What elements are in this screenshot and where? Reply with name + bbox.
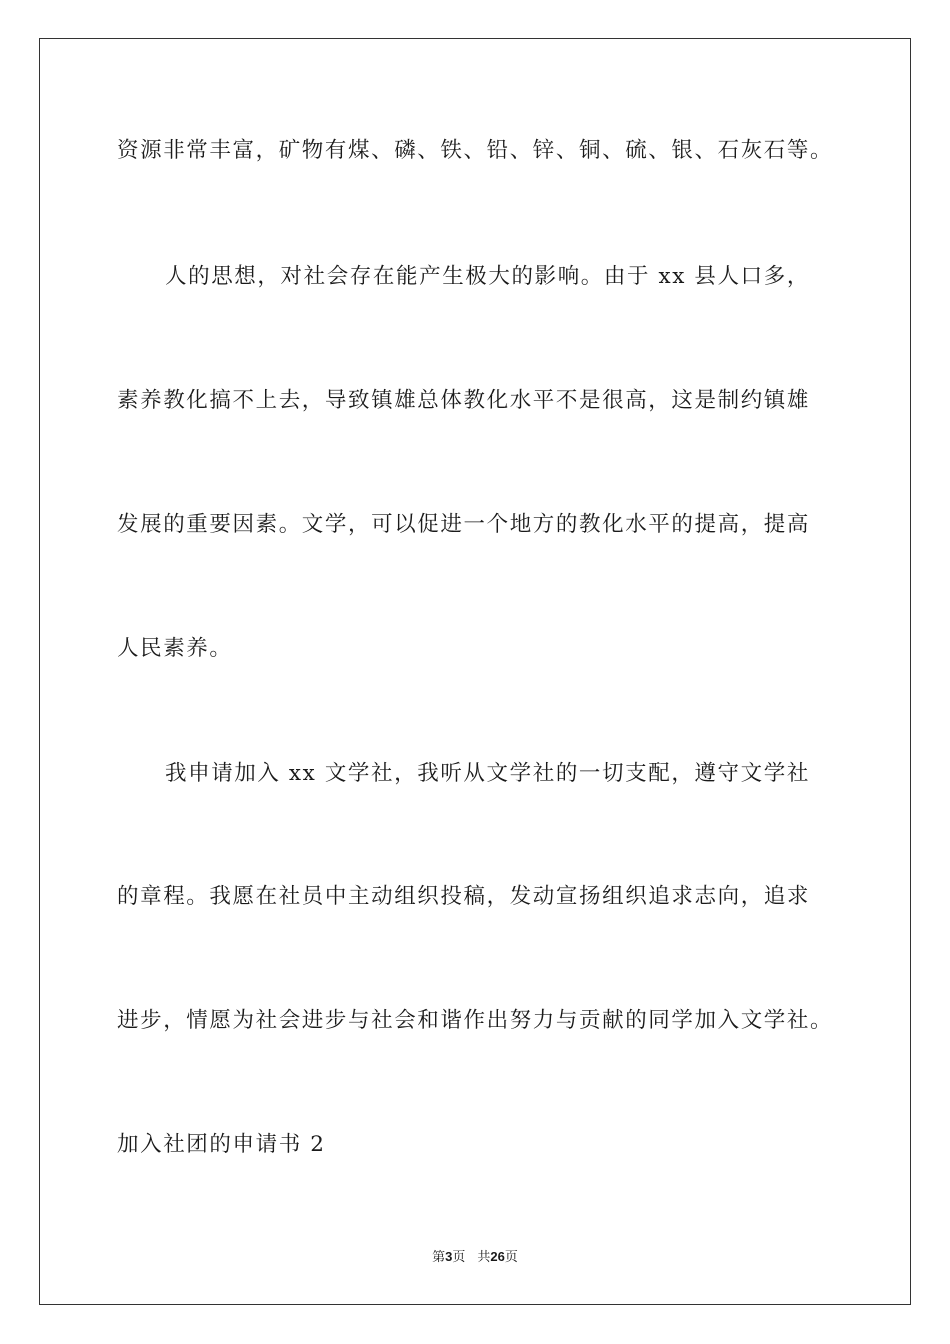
page-border — [39, 38, 911, 1305]
body-text-line: 资源非常丰富，矿物有煤、磷、铁、铅、锌、铜、硫、银、石灰石等。 — [117, 138, 834, 163]
paragraph-start-line: 我申请加入 xx 文学社，我听从文学社的一切支配，遵守文学社 — [165, 761, 810, 786]
body-text-line: 人民素养。 — [117, 636, 233, 661]
page-footer — [0, 1246, 950, 1265]
total-suffix: 页 — [504, 1250, 518, 1265]
current-page-number: 3 — [445, 1249, 453, 1264]
page-suffix: 页 — [452, 1250, 466, 1265]
body-text-line: 进步，情愿为社会进步与社会和谐作出努力与贡献的同学加入文学社。 — [117, 1008, 834, 1033]
page-prefix: 第 — [432, 1250, 446, 1265]
section-heading: 加入社团的申请书 2 — [117, 1132, 326, 1157]
body-text-line: 素养教化搞不上去，导致镇雄总体教化水平不是很高，这是制约镇雄 — [117, 388, 811, 413]
body-text-line: 发展的重要因素。文学，可以促进一个地方的教化水平的提高，提高 — [117, 512, 811, 537]
body-text-line: 的章程。我愿在社员中主动组织投稿，发动宣扬组织追求志向，追求 — [117, 884, 811, 909]
total-prefix: 共 — [477, 1250, 491, 1265]
total-page-count: 26 — [490, 1249, 505, 1264]
paragraph-start-line: 人的思想，对社会存在能产生极大的影响。由于 xx 县人口多， — [165, 264, 810, 289]
